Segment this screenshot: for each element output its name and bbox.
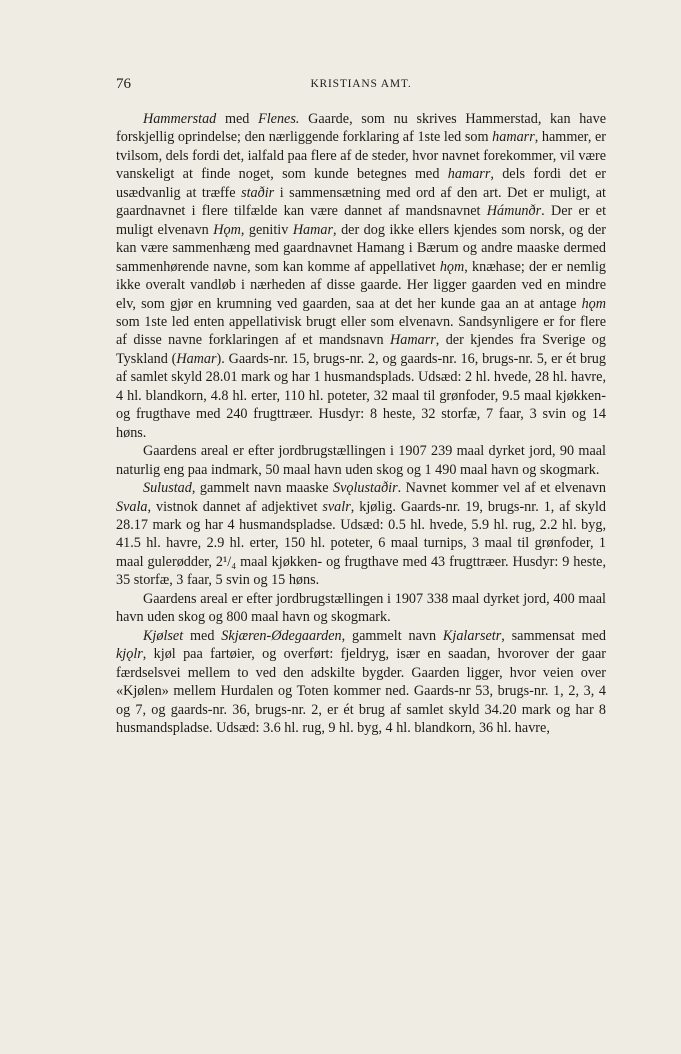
paragraph [116,442,606,479]
italic-term: Hamar [176,350,217,367]
italic-term: Hamarr [390,332,436,349]
text-run: , der dog ikke ellers kjendes som norsk, og der kan være sammenhæng med gaardnavnet Hamang i Bærum og andre maaske dermed sammenhørende navne, som kan komme af appellativet [116,221,606,275]
italic-term: Sulustad [142,480,192,497]
italic-term: Hammerstad [142,111,217,127]
italic-term: hǫm [439,258,465,275]
italic-term: hamarr [447,166,491,183]
text-run: . Der er et muligt elvenavn [116,203,607,238]
italic-term: Kjølset [142,627,184,644]
italic-term: hǫm [581,295,606,312]
paragraph [116,479,606,590]
paragraph [116,627,606,738]
italic-term: kjǫlr [116,646,143,663]
paragraph [116,110,606,442]
italic-term: staðir [241,184,275,201]
italic-term: Hamar [292,221,334,238]
text-run: Gaardens areal er efter jordbrugstællingen i 1907 239 maal dyrket jord, 90 maal naturlig eng paa indmark, 50 maal havn uden skog og 1 490 maal havn og skogmark. [116,443,606,478]
text-run: . Navnet kommer vel af et elvenavn [397,480,606,497]
running-head: KRISTIANS AMT. [310,78,412,90]
text-run: , gammelt navn [341,627,443,644]
text-run: , dels fordi det er usædvanlig at træffe [116,166,606,201]
italic-term: Skjæren-Ødegaarden [221,627,342,644]
italic-term: Hámunðr [486,203,542,220]
text-run: , sammensat med [501,627,606,644]
text-run: , vistnok dannet af adjektivet [147,498,323,515]
text-run: som 1ste led enten appellativisk brugt eller som elvenavn. Sandsynligere er for flere af disse navne forklaringen af et mandsnavn [116,313,606,349]
text-run: , kjøl paa fartøier, og overført: fjeldryg, især en saadan, hvorover der gaar færdselsvei mellem to ved den adskilte bygder. Gaarden ligger, hvor veien over «Kjølen» mellem Hurdalen og Toten kommer ned. Gaards-nr 53, brugs-nr. 1, 2, 3, 4 og 7, og gaards-nr. 36, brugs-nr. 2, er ét brug af samlet skyld 34.20 mark og har 8 husmandspladse. Udsæd: 3.6 hl. rug, 9 hl. byg, 4 hl. blandkorn, 36 hl. havre, [116,646,606,736]
italic-term: Flenes. [258,111,300,127]
text-run: , gammelt navn maaske [191,480,333,497]
italic-term: Svǫlustaðir [333,480,398,497]
text-run: Gaardens areal er efter jordbrugstællingen i 1907 338 maal dyrket jord, 400 maal havn uden skog og 800 maal havn og skogmark. [116,590,606,626]
text-run: , genitiv [240,221,293,238]
italic-term: Hǫm [213,221,241,238]
text-run: i sammensætning med ord af den art. Det er muligt, at gaardnavnet i flere tilfælde kan være dannet af mandsnavnet [116,184,606,220]
page-number: 76 [116,76,131,92]
paragraph [116,590,606,627]
italic-term: Kjalarsetr [442,627,502,644]
text-run: med [216,111,259,127]
body-text [116,110,606,737]
text-run: , knæhase; der er nemlig ikke overalt vandløb i nærheden af disse gaarde. Her ligger gaarden ved en mindre elv, som gjør en krumning ved gaarden, saa at det her kunde gaa an at antage [116,258,607,312]
text-run: , kjølig. Gaards-nr. 19, brugs-nr. 1, af skyld 28.17 mark og har 4 husmandspladse. Udsæd: 0.5 hl. hvede, 5.9 hl. rug, 2.2 hl. byg, 41.5 hl. havre, 2.9 hl. erter, 150 hl. poteter, 6 maal turnips, 3 maal til grønfoder, 1 maal gulerødder, 2¹/₄ maal kjøkken- og frugthave med 43 frugttræer. Husdyr: 9 heste, 35 storfæ, 3 faar, 5 svin og 15 høns. [116,498,606,589]
text-run: med [183,627,222,644]
italic-term: Svala [116,498,148,515]
text-run: , der kjendes fra Sverige og Tyskland ( [116,332,606,367]
italic-term: hamarr [492,129,535,146]
text-run: ). Gaards-nr. 15, brugs-nr. 2, og gaards-nr. 16, brugs-nr. 5, er ét brug af samlet skyld 28.01 mark og har 1 husmandsplads. Udsæd: 2 hl. hvede, 28 hl. havre, 4 hl. blandkorn, 4.8 hl. erter, 110 hl. poteter, 32 maal til grønfoder, 9.5 maal kjøkken- og frugthave med 240 frugttræer. Husdyr: 8 heste, 32 storfæ, 7 faar, 3 svin og 14 høns. [116,350,606,441]
text-run: Gaarde, som nu skrives Hammerstad, kan have forskjellig oprindelse; den nærliggende forklaring af 1ste led som [116,111,606,146]
text-run: , hammer, er tvilsom, dels fordi det, ialfald paa flere af de steder, hvor navnet forekommer, vil være vanskeligt at finde noget, som kunde betegnes med [116,129,607,183]
italic-term: svalr [322,498,351,515]
